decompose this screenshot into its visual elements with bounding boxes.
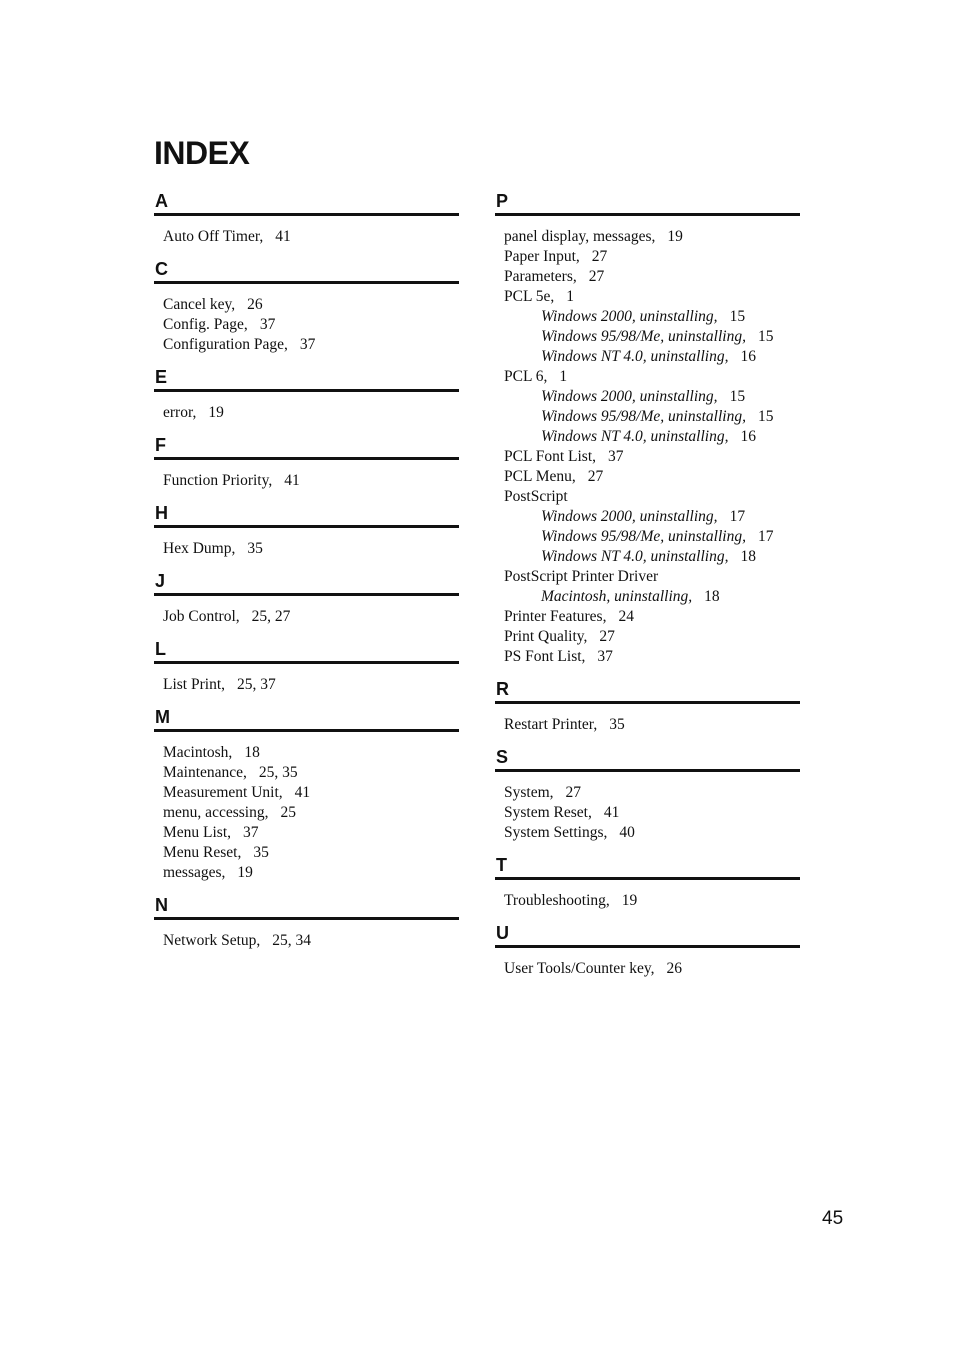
- index-entry: [163, 743, 459, 763]
- entry-list: [154, 392, 459, 423]
- entry-term: Hex Dump,: [163, 540, 236, 557]
- entry-term: Print Quality,: [504, 628, 588, 645]
- entry-term: Windows NT 4.0, uninstalling,: [541, 428, 729, 445]
- section-letter: F: [155, 435, 166, 455]
- section-letter: N: [155, 895, 168, 915]
- entry-pages: 37: [243, 824, 259, 841]
- entry-list: [495, 948, 800, 979]
- index-section-f: [154, 434, 459, 491]
- entry-pages: 15: [729, 308, 746, 325]
- section-letter: E: [155, 367, 168, 387]
- entry-pages: 37: [299, 336, 316, 353]
- index-section-s: [495, 746, 800, 843]
- index-entry: [163, 403, 459, 423]
- entry-list: [154, 596, 459, 627]
- section-letter: U: [496, 923, 509, 943]
- entry-pages: 18: [704, 588, 720, 605]
- entry-term: Windows NT 4.0, uninstalling,: [541, 348, 729, 365]
- index-subentry: [504, 547, 800, 567]
- index-entry: [504, 627, 800, 647]
- section-letter: M: [155, 707, 170, 727]
- entry-term: PCL 5e,: [504, 288, 555, 305]
- entry-pages: 27: [599, 628, 615, 645]
- entry-term: Menu List,: [163, 824, 232, 841]
- index-section-m: [154, 706, 459, 883]
- entry-pages: 40: [619, 824, 635, 841]
- index-section-p: [495, 190, 800, 667]
- entry-pages: 37: [608, 448, 624, 465]
- section-letter: A: [155, 191, 168, 211]
- entry-term: panel display, messages,: [504, 228, 656, 245]
- entry-term: Auto Off Timer,: [163, 228, 264, 245]
- entry-term: Windows 95/98/Me, uninstalling,: [541, 328, 746, 345]
- entry-pages: 25, 37: [237, 676, 276, 693]
- entry-pages: 17: [729, 508, 746, 525]
- index-entry: [163, 227, 459, 247]
- entry-term: Config. Page,: [163, 316, 248, 333]
- index-entry: [163, 675, 459, 695]
- entry-pages: 25: [280, 804, 296, 821]
- entry-term: Maintenance,: [163, 764, 247, 781]
- section-letter: T: [496, 855, 507, 875]
- entry-term: Macintosh, uninstalling,: [541, 588, 693, 605]
- index-entry: [163, 931, 459, 951]
- entry-term: User Tools/Counter key,: [504, 960, 655, 977]
- entry-term: PCL Menu,: [504, 468, 576, 485]
- entry-pages: 1: [559, 368, 568, 385]
- entry-pages: 41: [284, 472, 300, 489]
- entry-term: Windows NT 4.0, uninstalling,: [541, 548, 729, 565]
- entry-list: [495, 880, 800, 911]
- entry-list: [154, 664, 459, 695]
- entry-pages: 24: [618, 608, 634, 625]
- entry-term: error,: [163, 404, 197, 421]
- entry-term: Configuration Page,: [163, 336, 288, 353]
- entry-pages: 26: [666, 960, 682, 977]
- entry-term: Paper Input,: [504, 248, 580, 265]
- index-section-n: [154, 894, 459, 951]
- section-letter: P: [496, 191, 509, 211]
- entry-list: [154, 732, 459, 883]
- section-letter: S: [496, 747, 509, 767]
- index-entry: [504, 803, 800, 823]
- index-entry: [504, 891, 800, 911]
- entry-term: Printer Features,: [504, 608, 607, 625]
- index-subentry: [504, 507, 800, 527]
- index-entry: [504, 287, 800, 307]
- entry-term: menu, accessing,: [163, 804, 269, 821]
- index-entry: [163, 863, 459, 883]
- index-entry: [504, 607, 800, 627]
- entry-list: [154, 460, 459, 491]
- entry-term: PostScript: [504, 488, 568, 505]
- index-subentry: [504, 587, 800, 607]
- entry-term: Restart Printer,: [504, 716, 598, 733]
- index-entry: [163, 803, 459, 823]
- entry-pages: 15: [757, 408, 774, 425]
- entry-pages: 17: [757, 528, 774, 545]
- entry-list: [495, 216, 800, 667]
- entry-pages: 19: [237, 864, 253, 881]
- index-entry: [504, 367, 800, 387]
- index-entry: [163, 471, 459, 491]
- index-entry: [504, 567, 800, 587]
- index-entry: [504, 647, 800, 667]
- entry-term: Parameters,: [504, 268, 577, 285]
- index-subentry: [504, 347, 800, 367]
- entry-term: Windows 95/98/Me, uninstalling,: [541, 408, 746, 425]
- entry-term: Measurement Unit,: [163, 784, 283, 801]
- entry-term: Troubleshooting,: [504, 892, 610, 909]
- entry-list: [154, 216, 459, 247]
- entry-list: [154, 284, 459, 355]
- index-entry: [504, 267, 800, 287]
- entry-pages: 27: [587, 468, 604, 485]
- index-entry: [163, 823, 459, 843]
- entry-list: [154, 920, 459, 951]
- index-entry: [504, 715, 800, 735]
- entry-pages: 25, 35: [258, 764, 298, 781]
- entry-term: Windows 2000, uninstalling,: [541, 308, 718, 325]
- index-section-t: [495, 854, 800, 911]
- entry-list: [495, 772, 800, 843]
- index-entry: [504, 247, 800, 267]
- entry-pages: 19: [667, 228, 683, 245]
- entry-pages: 16: [740, 348, 756, 365]
- index-section-h: [154, 502, 459, 559]
- entry-pages: 25, 34: [272, 932, 312, 949]
- entry-pages: 27: [591, 248, 608, 265]
- index-entry: [504, 783, 800, 803]
- section-letter: J: [155, 571, 166, 591]
- index-entry: [163, 295, 459, 315]
- index-section-a: [154, 190, 459, 247]
- index-subentry: [504, 527, 800, 547]
- entry-term: Macintosh,: [163, 744, 233, 761]
- index-entry: [163, 763, 459, 783]
- entry-pages: 41: [603, 804, 620, 821]
- index-subentry: [504, 407, 800, 427]
- entry-list: [495, 704, 800, 735]
- entry-pages: 26: [247, 296, 263, 313]
- index-entry: [504, 487, 800, 507]
- entry-term: Network Setup,: [163, 932, 261, 949]
- index-subentry: [504, 387, 800, 407]
- entry-pages: 35: [247, 540, 263, 557]
- entry-pages: 37: [259, 316, 276, 333]
- index-entry: [163, 783, 459, 803]
- index-entry: [504, 447, 800, 467]
- entry-pages: 16: [740, 428, 756, 445]
- entry-term: System Reset,: [504, 804, 592, 821]
- section-letter: L: [155, 639, 166, 659]
- entry-pages: 15: [729, 388, 746, 405]
- entry-term: messages,: [163, 864, 226, 881]
- entry-pages: 37: [597, 648, 613, 665]
- entry-pages: 18: [740, 548, 756, 565]
- page-number: 45: [822, 1208, 844, 1229]
- index-entry: [504, 467, 800, 487]
- index-section-u: [495, 922, 800, 979]
- index-entry: [163, 335, 459, 355]
- entry-pages: 19: [621, 892, 638, 909]
- entry-pages: 19: [208, 404, 224, 421]
- index-column-left: [154, 190, 459, 962]
- entry-term: System Settings,: [504, 824, 608, 841]
- index-entry: [504, 227, 800, 247]
- page-title: INDEX: [154, 135, 250, 171]
- entry-pages: 41: [275, 228, 291, 245]
- entry-term: Job Control,: [163, 608, 240, 625]
- index-entry: [504, 959, 800, 979]
- index-section-e: [154, 366, 459, 423]
- entry-term: Cancel key,: [163, 296, 236, 313]
- index-section-c: [154, 258, 459, 355]
- entry-list: [154, 528, 459, 559]
- index-entry: [163, 607, 459, 627]
- index-entry: [163, 539, 459, 559]
- entry-pages: 18: [244, 744, 260, 761]
- entry-pages: 35: [253, 844, 269, 861]
- entry-pages: 41: [294, 784, 311, 801]
- entry-pages: 1: [566, 288, 574, 305]
- index-section-r: [495, 678, 800, 735]
- entry-term: Windows 2000, uninstalling,: [541, 508, 718, 525]
- index-subentry: [504, 307, 800, 327]
- section-letter: R: [496, 679, 509, 699]
- index-column-right: [495, 190, 800, 990]
- entry-pages: 27: [565, 784, 582, 801]
- entry-pages: 27: [588, 268, 605, 285]
- index-subentry: [504, 327, 800, 347]
- section-letter: C: [155, 259, 168, 279]
- section-letter: H: [155, 503, 168, 523]
- entry-pages: 25, 27: [251, 608, 291, 625]
- entry-term: PS Font List,: [504, 648, 586, 665]
- entry-term: PCL 6,: [504, 368, 548, 385]
- entry-pages: 15: [757, 328, 774, 345]
- index-subentry: [504, 427, 800, 447]
- index-entry: [504, 823, 800, 843]
- entry-pages: 35: [609, 716, 625, 733]
- index-entry: [163, 315, 459, 335]
- index-section-j: [154, 570, 459, 627]
- entry-term: System,: [504, 784, 554, 801]
- entry-term: Function Priority,: [163, 472, 273, 489]
- index-entry: [163, 843, 459, 863]
- entry-term: PCL Font List,: [504, 448, 597, 465]
- entry-term: Menu Reset,: [163, 844, 242, 861]
- entry-term: Windows 2000, uninstalling,: [541, 388, 718, 405]
- entry-term: PostScript Printer Driver: [504, 568, 659, 585]
- entry-term: Windows 95/98/Me, uninstalling,: [541, 528, 746, 545]
- index-section-l: [154, 638, 459, 695]
- entry-term: List Print,: [163, 676, 226, 693]
